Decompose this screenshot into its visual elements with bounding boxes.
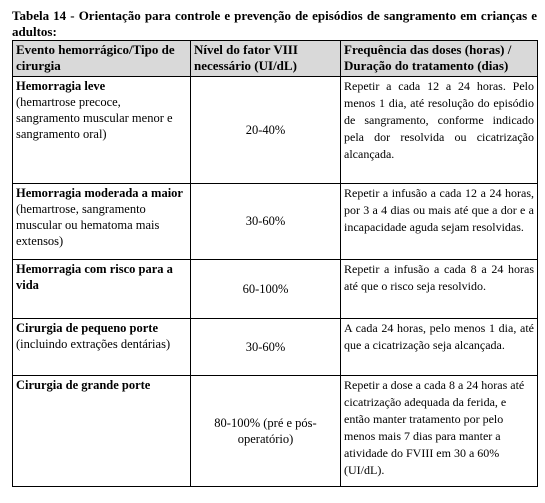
- event-detail: (incluindo extrações dentárias): [16, 337, 171, 351]
- frequency-cell: A cada 24 horas, pelo menos 1 dia, até que a cicatrização seja alcançada.: [341, 319, 538, 376]
- event-detail: (hemartrose, sangramento muscular ou hematoma mais extensos): [16, 202, 160, 248]
- level-cell: 60-100%: [191, 260, 341, 319]
- frequency-cell: Repetir a infusão a cada 12 a 24 horas, por 3 a 4 dias ou mais até que a dor e a incapacidade aguda sejam resolvidas.: [341, 184, 538, 260]
- level-cell: 30-60%: [191, 319, 341, 376]
- event-title: Cirurgia de grande porte: [16, 378, 151, 392]
- event-title: Hemorragia leve: [16, 79, 106, 93]
- event-cell: [13, 77, 191, 184]
- table-header-row: [13, 41, 538, 77]
- table-row: [13, 184, 538, 260]
- event-cell: [13, 184, 191, 260]
- level-cell: 80-100% (pré e pós-operatório): [191, 376, 341, 487]
- dosage-table: [12, 40, 538, 487]
- event-cell: [13, 319, 191, 376]
- table-row: [13, 319, 538, 376]
- frequency-cell: Repetir a dose a cada 8 a 24 horas até cicatrização adequada da ferida, e então manter tratamento por pelo menos mais 7 dias para manter a atividade do FVIII em 30 a 60% (UI/dL).: [341, 376, 538, 487]
- level-cell: 30-60%: [191, 184, 341, 260]
- event-cell: [13, 260, 191, 319]
- event-title: Cirurgia de pequeno porte: [16, 321, 159, 335]
- table-row: [13, 260, 538, 319]
- header-frequency: Frequência das doses (horas) / Duração do tratamento (dias): [341, 41, 538, 77]
- event-cell: [13, 376, 191, 487]
- header-level: Nível do fator VIII necessário (UI/dL): [191, 41, 341, 77]
- table-row: [13, 376, 538, 487]
- table-row: [13, 77, 538, 184]
- event-title: Hemorragia com risco para a vida: [16, 262, 173, 292]
- header-event: Evento hemorrágico/Tipo de cirurgia: [13, 41, 191, 77]
- table-caption: Tabela 14 - Orientação para controle e prevenção de episódios de sangramento em crianças e adultos:: [12, 8, 537, 39]
- frequency-cell: Repetir a cada 12 a 24 horas. Pelo menos 1 dia, até resolução do episódio de sangramento, conforme indicado pela dor resolvida ou cicatrização alcançada.: [341, 77, 538, 184]
- level-cell: 20-40%: [191, 77, 341, 184]
- event-detail: (hemartrose precoce, sangramento muscular menor e sangramento oral): [16, 95, 173, 141]
- frequency-cell: Repetir a infusão a cada 8 a 24 horas até que o risco seja resolvido.: [341, 260, 538, 319]
- event-title: Hemorragia moderada a maior: [16, 186, 183, 200]
